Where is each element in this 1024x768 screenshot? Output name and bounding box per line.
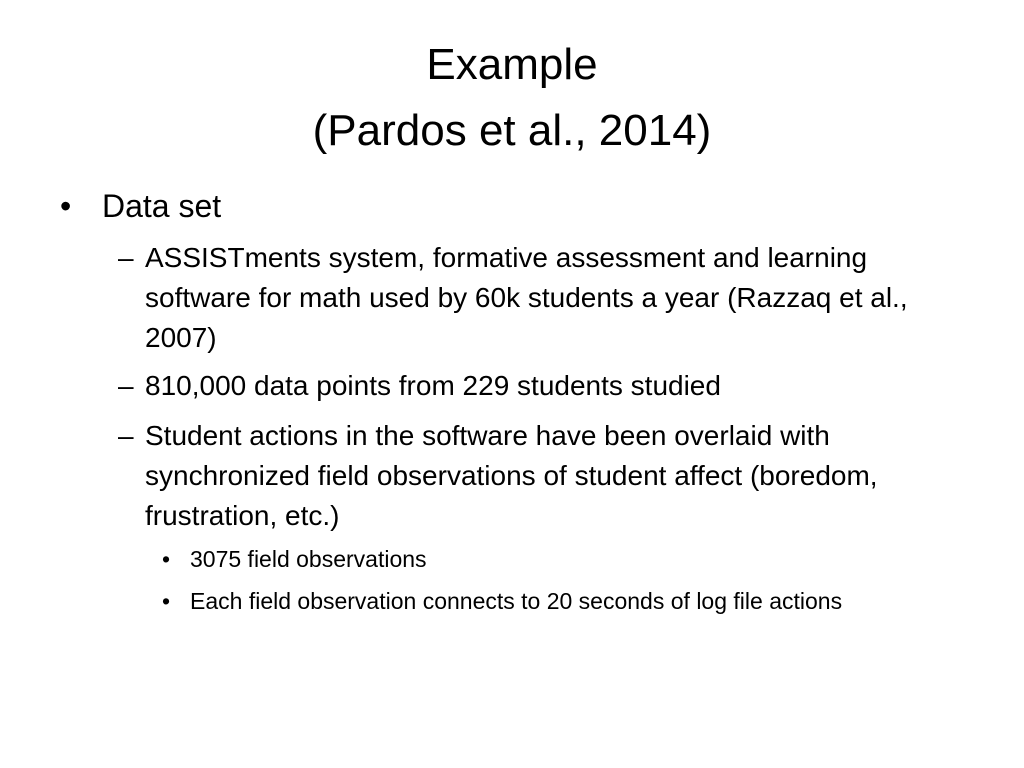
slide-title-line-1: Example (426, 40, 598, 89)
sub-sub-bullet-log-file (162, 584, 922, 618)
slide-title-line-2: (Pardos et al., 2014) (312, 106, 712, 155)
sub-sub-bullet-marker: • (162, 546, 171, 572)
sub-sub-bullet-field-observations (162, 542, 922, 576)
sub-bullet-student-actions (118, 416, 958, 536)
sub-bullet-assistments (118, 238, 958, 358)
sub-sub-bullet-text: 3075 field observations (190, 546, 427, 572)
bullet-marker: • (60, 188, 72, 224)
sub-bullet-text: ASSISTments system, formative assessment and learning software for math used by 60k students a year (Razzaq et al., 2007) (145, 242, 908, 353)
sub-sub-bullet-marker: • (162, 588, 171, 614)
sub-bullet-marker: – (118, 420, 134, 451)
sub-sub-bullet-text: Each field observation connects to 20 seconds of log file actions (190, 588, 843, 614)
sub-bullet-data-points (118, 366, 958, 406)
sub-bullet-text: Student actions in the software have been overlaid with synchronized field observations of student affect (boredom, frustration, etc.) (145, 420, 878, 531)
bullet-text: Data set (102, 188, 222, 224)
sub-bullet-marker: – (118, 242, 134, 273)
sub-bullet-marker: – (118, 370, 134, 401)
sub-bullet-text: 810,000 data points from 229 students studied (145, 370, 721, 401)
